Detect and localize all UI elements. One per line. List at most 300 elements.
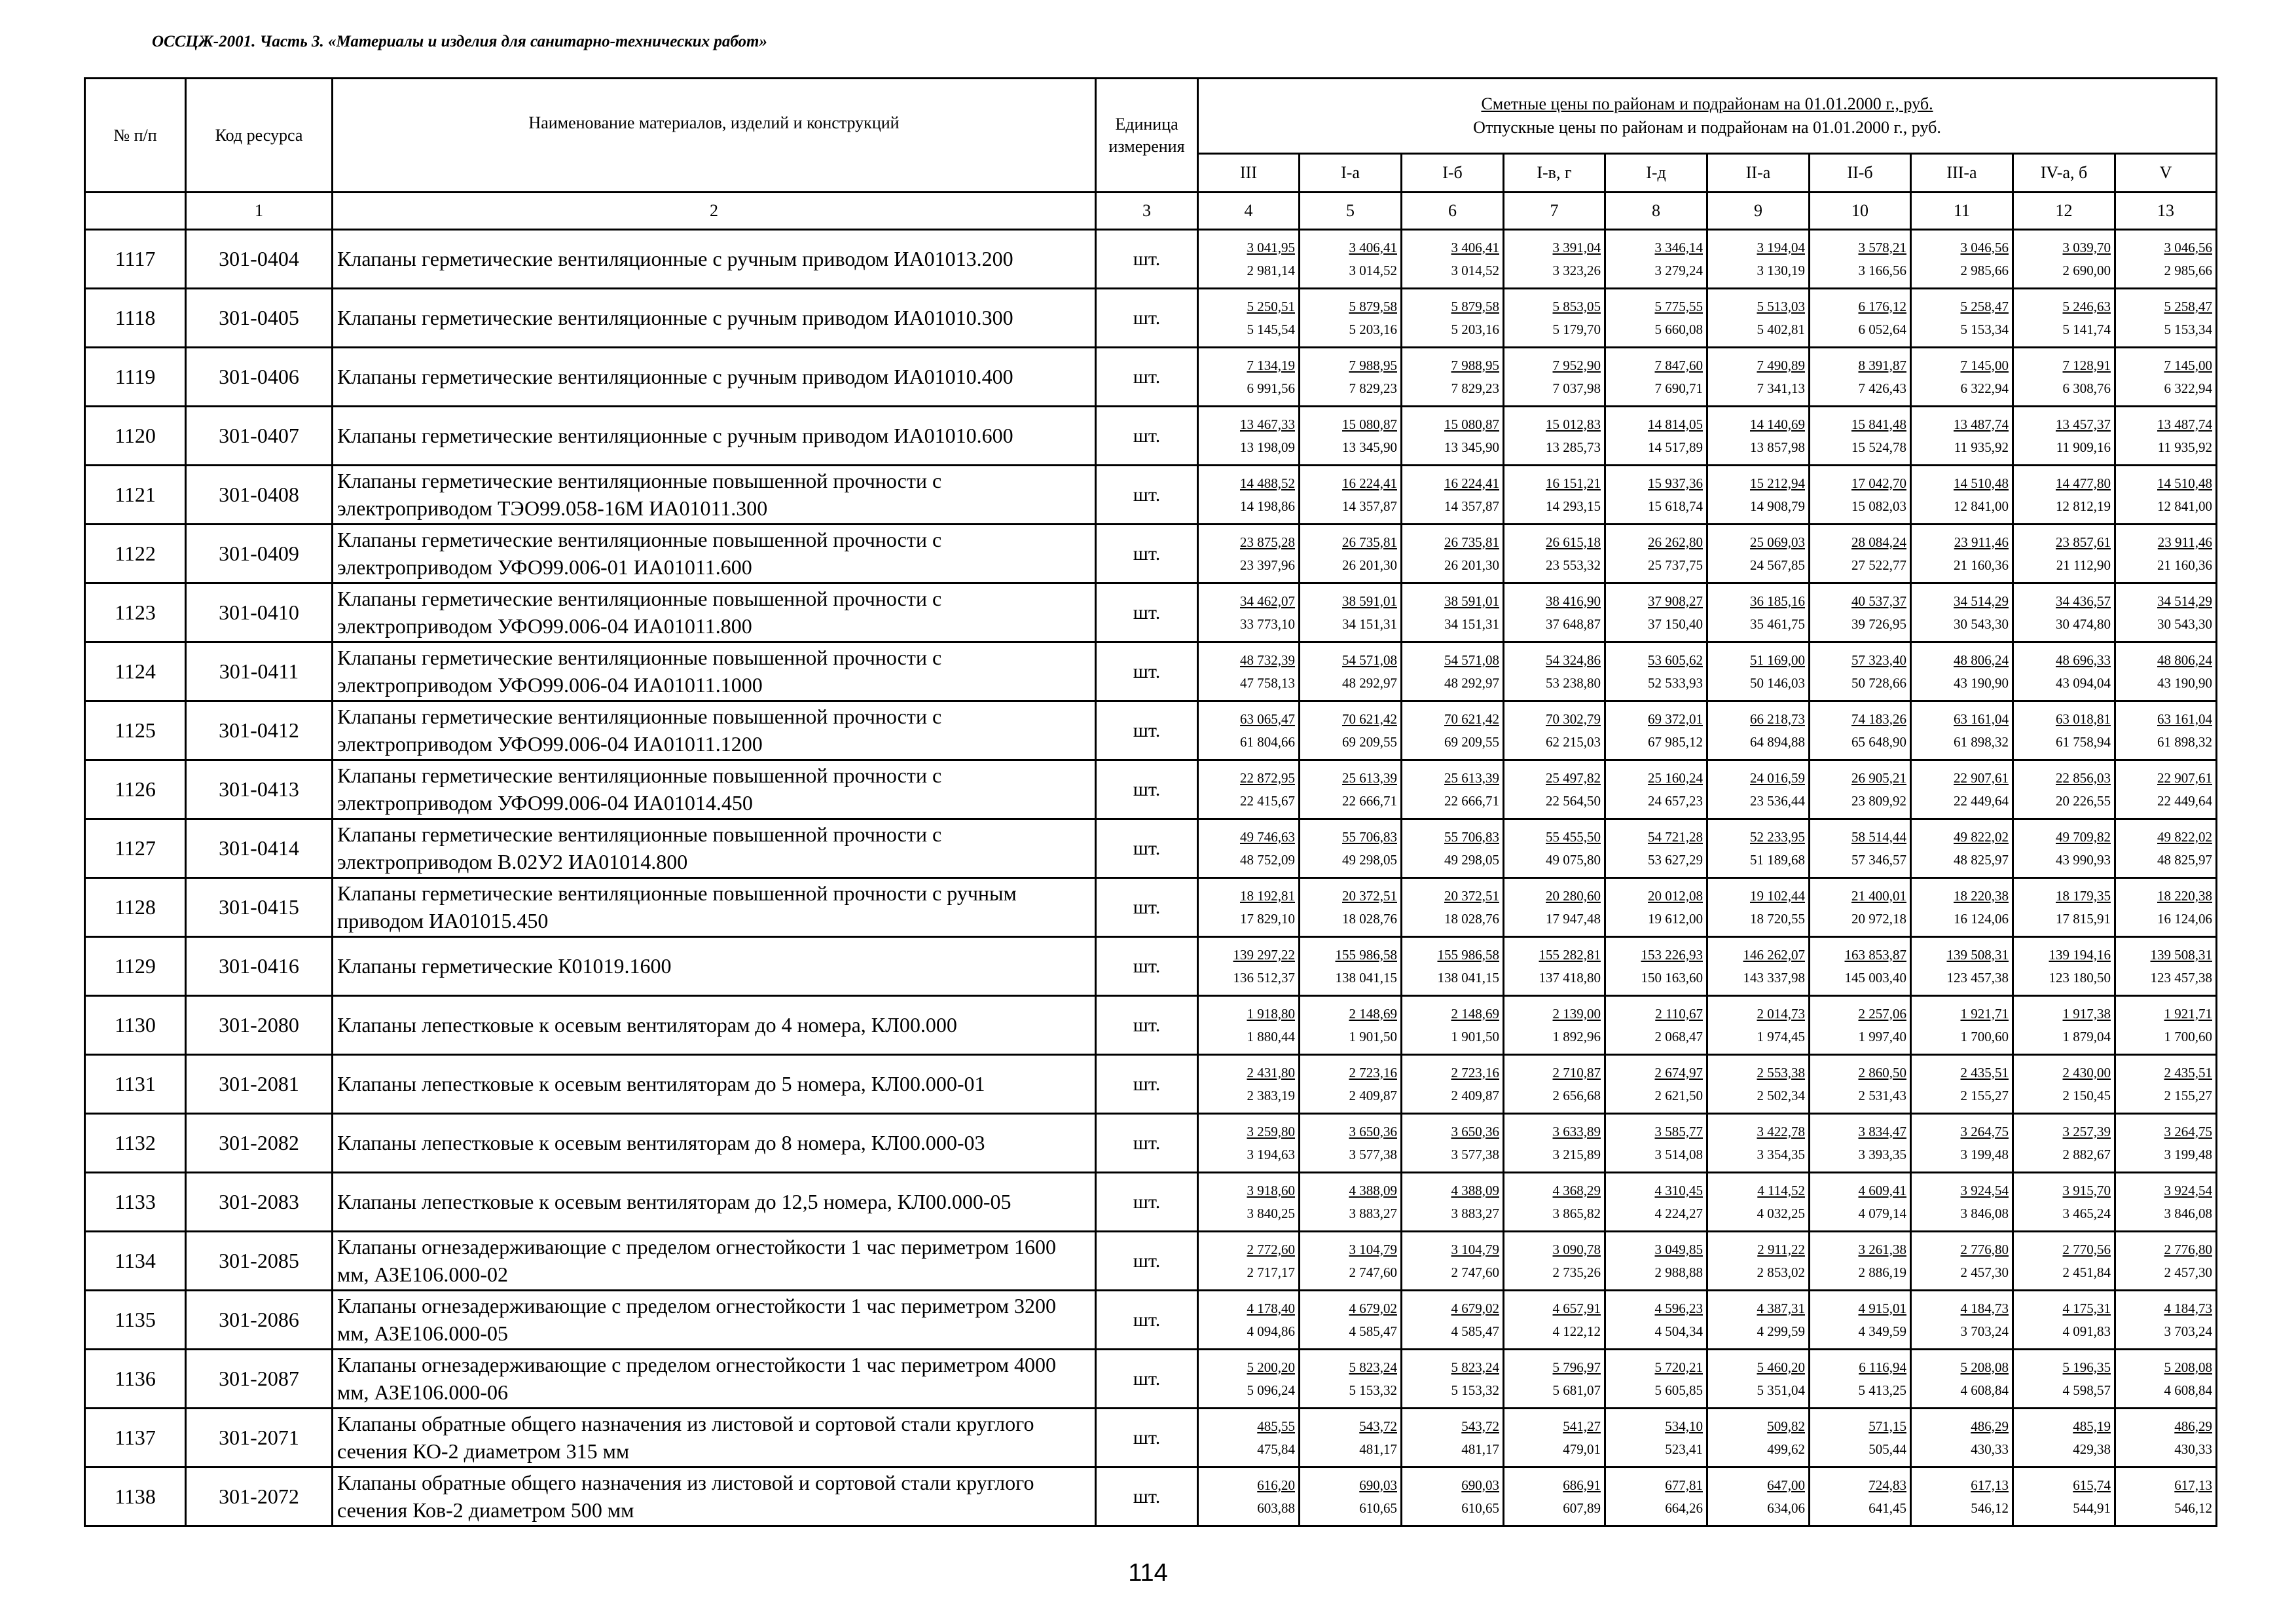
row-number: 1138 (85, 1467, 186, 1526)
release-price: 2 882,67 (2062, 1146, 2111, 1162)
price-cell (1605, 230, 1707, 289)
release-price: 61 898,32 (2157, 733, 2213, 750)
price-cell (1198, 878, 1300, 937)
estimate-price: 3 346,14 (1654, 239, 1703, 255)
release-price: 1 901,50 (1451, 1028, 1499, 1044)
release-price: 30 543,30 (1954, 616, 2009, 632)
release-price: 35 461,75 (1750, 616, 1805, 632)
header-column-number: 7 (1504, 193, 1605, 230)
estimate-price: 4 679,02 (1451, 1300, 1499, 1316)
price-cell (2013, 878, 2115, 937)
row-number: 1129 (85, 937, 186, 996)
release-price: 25 737,75 (1648, 557, 1703, 573)
estimate-price: 647,00 (1767, 1477, 1805, 1493)
price-cell (1402, 1114, 1504, 1173)
estimate-price: 23 875,28 (1240, 534, 1295, 550)
estimate-price: 4 184,73 (1960, 1300, 2009, 1316)
price-cell (1911, 1232, 2013, 1291)
price-cell (1707, 701, 1810, 760)
price-cell (1504, 819, 1605, 878)
estimate-price: 2 772,60 (1247, 1241, 1295, 1257)
price-cell (2115, 1173, 2217, 1232)
price-cell (1402, 760, 1504, 819)
price-cell (2013, 760, 2115, 819)
estimate-price: 1 921,71 (2164, 1005, 2213, 1022)
header-region: I-а (1300, 154, 1402, 193)
estimate-price: 3 633,89 (1552, 1123, 1601, 1139)
estimate-price: 2 257,06 (1858, 1005, 1906, 1022)
row-number: 1126 (85, 760, 186, 819)
price-cell (1911, 878, 2013, 937)
price-cell (1707, 1409, 1810, 1467)
estimate-price: 3 104,79 (1451, 1241, 1499, 1257)
estimate-price: 51 169,00 (1750, 652, 1805, 668)
price-cell (1810, 583, 1911, 642)
estimate-price: 2 723,16 (1451, 1064, 1499, 1080)
price-cell (2013, 1055, 2115, 1114)
release-price: 20 972,18 (1851, 910, 1906, 927)
price-cell (1707, 1055, 1810, 1114)
estimate-price: 5 258,47 (2164, 298, 2213, 314)
price-cell (1810, 1350, 1911, 1409)
release-price: 3 577,38 (1349, 1146, 1397, 1162)
item-name: Клапаны герметические вентиляционные повышенной прочности с электроприводом В.02У2 ИА01014.800 (333, 819, 1096, 878)
row-number: 1133 (85, 1173, 186, 1232)
release-price: 39 726,95 (1851, 616, 1906, 632)
table-row (85, 1350, 2217, 1409)
release-price: 544,91 (2073, 1500, 2111, 1516)
estimate-price: 3 194,04 (1757, 239, 1805, 255)
release-price: 7 037,98 (1552, 380, 1601, 396)
price-cell (1504, 760, 1605, 819)
item-name: Клапаны герметические вентиляционные повышенной прочности с электроприводом УФО99.006-01 ИА01011.600 (333, 525, 1096, 583)
release-price: 13 345,90 (1444, 439, 1499, 455)
row-number: 1121 (85, 466, 186, 525)
price-cell (1911, 937, 2013, 996)
unit-of-measure: шт. (1096, 937, 1198, 996)
price-cell (1402, 819, 1504, 878)
price-cell (1605, 466, 1707, 525)
release-price: 3 883,27 (1349, 1205, 1397, 1221)
release-price: 2 531,43 (1858, 1087, 1906, 1103)
estimate-price: 3 257,39 (2062, 1123, 2111, 1139)
estimate-price: 38 416,90 (1546, 593, 1601, 609)
price-cell (1504, 937, 1605, 996)
estimate-price: 4 679,02 (1349, 1300, 1397, 1316)
estimate-price: 70 621,42 (1342, 710, 1397, 727)
resource-code: 301-0411 (186, 642, 333, 701)
estimate-price: 5 208,08 (1960, 1359, 2009, 1375)
estimate-price: 4 609,41 (1858, 1182, 1906, 1198)
estimate-price: 155 986,58 (1437, 946, 1499, 963)
table-row (85, 466, 2217, 525)
price-cell (1300, 1232, 1402, 1291)
release-price: 37 150,40 (1648, 616, 1703, 632)
resource-code: 301-0408 (186, 466, 333, 525)
price-cell (1707, 937, 1810, 996)
release-price: 138 041,15 (1335, 969, 1397, 986)
release-price: 4 585,47 (1451, 1323, 1499, 1339)
release-price: 17 947,48 (1546, 910, 1601, 927)
estimate-price: 616,20 (1257, 1477, 1295, 1493)
release-price: 18 028,76 (1342, 910, 1397, 927)
resource-code: 301-2072 (186, 1467, 333, 1526)
estimate-price: 3 041,95 (1247, 239, 1295, 255)
estimate-price: 3 918,60 (1247, 1182, 1295, 1198)
row-number: 1137 (85, 1409, 186, 1467)
price-cell (1605, 1467, 1707, 1526)
price-cell (1810, 1232, 1911, 1291)
release-price: 603,88 (1257, 1500, 1295, 1516)
release-price: 5 660,08 (1654, 321, 1703, 337)
release-price: 2 150,45 (2062, 1087, 2111, 1103)
release-price: 505,44 (1868, 1441, 1906, 1457)
estimate-price: 3 261,38 (1858, 1241, 1906, 1257)
estimate-price: 54 571,08 (1444, 652, 1499, 668)
table-row (85, 1232, 2217, 1291)
estimate-price: 543,72 (1461, 1418, 1499, 1434)
estimate-price: 17 042,70 (1851, 475, 1906, 491)
estimate-price: 686,91 (1563, 1477, 1601, 1493)
release-price: 49 075,80 (1546, 851, 1601, 868)
price-cell (1300, 1467, 1402, 1526)
resource-code: 301-2080 (186, 996, 333, 1055)
release-price: 62 215,03 (1546, 733, 1601, 750)
unit-of-measure: шт. (1096, 1055, 1198, 1114)
estimate-price: 53 605,62 (1648, 652, 1703, 668)
price-cell (1300, 289, 1402, 348)
estimate-price: 49 822,02 (1954, 828, 2009, 845)
header-unit: Единица измерения (1096, 79, 1198, 193)
release-price: 6 052,64 (1858, 321, 1906, 337)
release-price: 6 322,94 (2164, 380, 2213, 396)
release-price: 24 567,85 (1750, 557, 1805, 573)
item-name: Клапаны лепестковые к осевым вентиляторам до 12,5 номера, КЛ00.000-05 (333, 1173, 1096, 1232)
estimate-price: 5 879,58 (1349, 298, 1397, 314)
table-row (85, 760, 2217, 819)
price-cell (2013, 642, 2115, 701)
release-price: 22 666,71 (1444, 792, 1499, 809)
price-cell (1198, 1291, 1300, 1350)
page-number: 114 (1128, 1559, 1168, 1587)
estimate-price: 3 264,75 (2164, 1123, 2213, 1139)
estimate-price: 63 161,04 (1954, 710, 2009, 727)
estimate-price: 5 460,20 (1757, 1359, 1805, 1375)
release-price: 7 829,23 (1451, 380, 1499, 396)
price-cell (2115, 937, 2217, 996)
estimate-price: 7 988,95 (1451, 357, 1499, 373)
release-price: 18 720,55 (1750, 910, 1805, 927)
price-cell (1911, 525, 2013, 583)
resource-code: 301-0412 (186, 701, 333, 760)
price-cell (1707, 1114, 1810, 1173)
estimate-price: 5 853,05 (1552, 298, 1601, 314)
estimate-price: 4 596,23 (1654, 1300, 1703, 1316)
estimate-price: 163 853,87 (1844, 946, 1906, 963)
item-name: Клапаны герметические вентиляционные повышенной прочности с электроприводом УФО99.006-04 ИА01011.1200 (333, 701, 1096, 760)
header-region: I-д (1605, 154, 1707, 193)
price-cell (1605, 701, 1707, 760)
release-price: 4 032,25 (1757, 1205, 1805, 1221)
price-cell (1198, 348, 1300, 407)
price-cell (1300, 230, 1402, 289)
table-row (85, 525, 2217, 583)
release-price: 150 163,60 (1641, 969, 1703, 986)
release-price: 2 717,17 (1247, 1264, 1295, 1280)
estimate-price: 4 388,09 (1349, 1182, 1397, 1198)
estimate-price: 21 400,01 (1851, 887, 1906, 904)
price-cell (1402, 878, 1504, 937)
unit-of-measure: шт. (1096, 583, 1198, 642)
estimate-price: 15 212,94 (1750, 475, 1805, 491)
item-name: Клапаны герметические вентиляционные с ручным приводом ИА01010.300 (333, 289, 1096, 348)
resource-code: 301-0406 (186, 348, 333, 407)
price-cell (1810, 996, 1911, 1055)
release-price: 26 201,30 (1342, 557, 1397, 573)
row-number: 1117 (85, 230, 186, 289)
price-cell (2115, 878, 2217, 937)
price-cell (1911, 1350, 2013, 1409)
estimate-price: 139 297,22 (1233, 946, 1295, 963)
price-cell (1605, 1409, 1707, 1467)
release-price: 13 345,90 (1342, 439, 1397, 455)
estimate-price: 38 591,01 (1444, 593, 1499, 609)
release-price: 5 203,16 (1451, 321, 1499, 337)
header-region: II-а (1707, 154, 1810, 193)
estimate-price: 2 553,38 (1757, 1064, 1805, 1080)
price-cell (2013, 1173, 2115, 1232)
estimate-price: 3 264,75 (1960, 1123, 2009, 1139)
release-price: 1 892,96 (1552, 1028, 1601, 1044)
price-cell (1402, 230, 1504, 289)
price-cell (1605, 1232, 1707, 1291)
table-body (85, 230, 2217, 1526)
price-cell (2013, 996, 2115, 1055)
header-region: II-б (1810, 154, 1911, 193)
estimate-price: 1 918,80 (1247, 1005, 1295, 1022)
resource-code: 301-0405 (186, 289, 333, 348)
estimate-price: 617,13 (2174, 1477, 2213, 1493)
resource-code: 301-2086 (186, 1291, 333, 1350)
price-cell (1402, 1173, 1504, 1232)
estimate-price: 4 178,40 (1247, 1300, 1295, 1316)
estimate-price: 3 391,04 (1552, 239, 1601, 255)
estimate-price: 4 114,52 (1757, 1182, 1805, 1198)
price-cell (1198, 1467, 1300, 1526)
estimate-price: 3 090,78 (1552, 1241, 1601, 1257)
estimate-price: 8 391,87 (1858, 357, 1906, 373)
release-price: 4 585,47 (1349, 1323, 1397, 1339)
item-name: Клапаны огнезадерживающие с пределом огнестойкости 1 час периметром 4000 мм, АЗЕ106.000-06 (333, 1350, 1096, 1409)
release-price: 19 612,00 (1648, 910, 1703, 927)
price-cell (1911, 1173, 2013, 1232)
estimate-price: 15 012,83 (1546, 416, 1601, 432)
release-price: 4 504,34 (1654, 1323, 1703, 1339)
release-price: 47 758,13 (1240, 674, 1295, 691)
estimate-price: 58 514,44 (1851, 828, 1906, 845)
price-cell (1504, 289, 1605, 348)
release-price: 3 514,08 (1654, 1146, 1703, 1162)
price-cell (1300, 819, 1402, 878)
release-price: 16 124,06 (1954, 910, 2009, 927)
price-cell (1810, 642, 1911, 701)
estimate-price: 3 049,85 (1654, 1241, 1703, 1257)
estimate-price: 486,29 (2174, 1418, 2213, 1434)
price-cell (1504, 1409, 1605, 1467)
release-price: 3 279,24 (1654, 262, 1703, 278)
estimate-price: 5 246,63 (2062, 298, 2111, 314)
estimate-price: 541,27 (1563, 1418, 1601, 1434)
price-cell (1911, 466, 2013, 525)
table-row (85, 1114, 2217, 1173)
price-cell (1504, 230, 1605, 289)
price-cell (1707, 642, 1810, 701)
price-cell (1198, 1409, 1300, 1467)
release-price: 5 605,85 (1654, 1382, 1703, 1398)
price-cell (1402, 1409, 1504, 1467)
release-price: 1 997,40 (1858, 1028, 1906, 1044)
estimate-price: 14 477,80 (2056, 475, 2111, 491)
price-cell (1198, 1350, 1300, 1409)
estimate-price: 16 224,41 (1342, 475, 1397, 491)
price-cell (1911, 1409, 2013, 1467)
estimate-price: 2 148,69 (1349, 1005, 1397, 1022)
release-price: 11 935,92 (2157, 439, 2213, 455)
estimate-price: 13 487,74 (2157, 416, 2213, 432)
unit-of-measure: шт. (1096, 701, 1198, 760)
resource-code: 301-2085 (186, 1232, 333, 1291)
resource-code: 301-0409 (186, 525, 333, 583)
release-price: 69 209,55 (1444, 733, 1499, 750)
estimate-price: 25 497,82 (1546, 769, 1601, 786)
release-price: 15 618,74 (1648, 498, 1703, 514)
table-row (85, 230, 2217, 289)
price-cell (2115, 701, 2217, 760)
release-price: 5 681,07 (1552, 1382, 1601, 1398)
release-price: 43 190,90 (2157, 674, 2213, 691)
release-price: 664,26 (1665, 1500, 1703, 1516)
table-row (85, 1291, 2217, 1350)
item-name: Клапаны огнезадерживающие с пределом огнестойкости 1 час периметром 1600 мм, АЗЕ106.000-02 (333, 1232, 1096, 1291)
estimate-price: 63 161,04 (2157, 710, 2213, 727)
release-price: 145 003,40 (1844, 969, 1906, 986)
estimate-price: 34 514,29 (1954, 593, 2009, 609)
release-price: 5 096,24 (1247, 1382, 1295, 1398)
price-cell (1911, 348, 2013, 407)
price-cell (1402, 642, 1504, 701)
price-cell (1198, 642, 1300, 701)
header-price-release: Отпускные цены по районам и подрайонам на 01.01.2000 г., руб. (1473, 118, 1941, 137)
estimate-price: 52 233,95 (1750, 828, 1805, 845)
release-price: 49 298,05 (1444, 851, 1499, 868)
price-cell (1198, 937, 1300, 996)
unit-of-measure: шт. (1096, 642, 1198, 701)
release-price: 430,33 (1971, 1441, 2009, 1457)
price-cell (1300, 1350, 1402, 1409)
estimate-price: 3 585,77 (1654, 1123, 1703, 1139)
header-column-number: 10 (1810, 193, 1911, 230)
estimate-price: 25 160,24 (1648, 769, 1703, 786)
estimate-price: 4 915,01 (1858, 1300, 1906, 1316)
price-cell (2013, 407, 2115, 466)
header-code: Код ресурса (186, 79, 333, 193)
header-num: № п/п (85, 79, 186, 193)
price-cell (2115, 583, 2217, 642)
estimate-price: 5 200,20 (1247, 1359, 1295, 1375)
release-price: 123 457,38 (2150, 969, 2213, 986)
estimate-price: 5 823,24 (1451, 1359, 1499, 1375)
price-cell (2115, 348, 2217, 407)
estimate-price: 5 513,03 (1757, 298, 1805, 314)
price-cell (1300, 348, 1402, 407)
estimate-price: 3 104,79 (1349, 1241, 1397, 1257)
price-cell (1504, 1291, 1605, 1350)
estimate-price: 26 905,21 (1851, 769, 1906, 786)
release-price: 12 841,00 (2157, 498, 2213, 514)
price-cell (1504, 1114, 1605, 1173)
unit-of-measure: шт. (1096, 1291, 1198, 1350)
release-price: 7 341,13 (1757, 380, 1805, 396)
price-cell (1504, 1467, 1605, 1526)
release-price: 3 577,38 (1451, 1146, 1499, 1162)
header-region: III-а (1911, 154, 2013, 193)
header-column-number: 12 (2013, 193, 2115, 230)
release-price: 18 028,76 (1444, 910, 1499, 927)
release-price: 34 151,31 (1342, 616, 1397, 632)
estimate-price: 617,13 (1971, 1477, 2009, 1493)
row-number: 1135 (85, 1291, 186, 1350)
estimate-price: 3 406,41 (1349, 239, 1397, 255)
release-price: 479,01 (1563, 1441, 1601, 1457)
price-cell (1198, 760, 1300, 819)
estimate-price: 3 422,78 (1757, 1123, 1805, 1139)
price-cell (1707, 996, 1810, 1055)
release-price: 3 194,63 (1247, 1146, 1295, 1162)
price-cell (1707, 819, 1810, 878)
price-cell (1707, 348, 1810, 407)
price-cell (1707, 407, 1810, 466)
release-price: 21 112,90 (2056, 557, 2111, 573)
release-price: 4 091,83 (2062, 1323, 2111, 1339)
release-price: 22 564,50 (1546, 792, 1601, 809)
release-price: 2 747,60 (1349, 1264, 1397, 1280)
price-cell (2013, 348, 2115, 407)
unit-of-measure: шт. (1096, 1409, 1198, 1467)
release-price: 65 648,90 (1851, 733, 1906, 750)
estimate-price: 2 911,22 (1757, 1241, 1805, 1257)
header-prices (1198, 79, 2217, 154)
header-price-estimate: Сметные цены по районам и подрайонам на 01.01.2000 г., руб. (1481, 94, 1933, 113)
estimate-price: 4 657,91 (1552, 1300, 1601, 1316)
price-cell (2115, 289, 2217, 348)
release-price: 2 502,34 (1757, 1087, 1805, 1103)
release-price: 7 426,43 (1858, 380, 1906, 396)
row-number: 1124 (85, 642, 186, 701)
column-number-row (85, 193, 2217, 230)
release-price: 5 153,32 (1451, 1382, 1499, 1398)
estimate-price: 1 921,71 (1960, 1005, 2009, 1022)
release-price: 37 648,87 (1546, 616, 1601, 632)
release-price: 23 553,32 (1546, 557, 1601, 573)
price-cell (1402, 937, 1504, 996)
estimate-price: 23 911,46 (1954, 534, 2009, 550)
release-price: 48 292,97 (1342, 674, 1397, 691)
release-price: 2 735,26 (1552, 1264, 1601, 1280)
release-price: 2 656,68 (1552, 1087, 1601, 1103)
price-cell (1911, 1291, 2013, 1350)
item-name: Клапаны герметические вентиляционные с ручным приводом ИА01010.400 (333, 348, 1096, 407)
row-number: 1127 (85, 819, 186, 878)
